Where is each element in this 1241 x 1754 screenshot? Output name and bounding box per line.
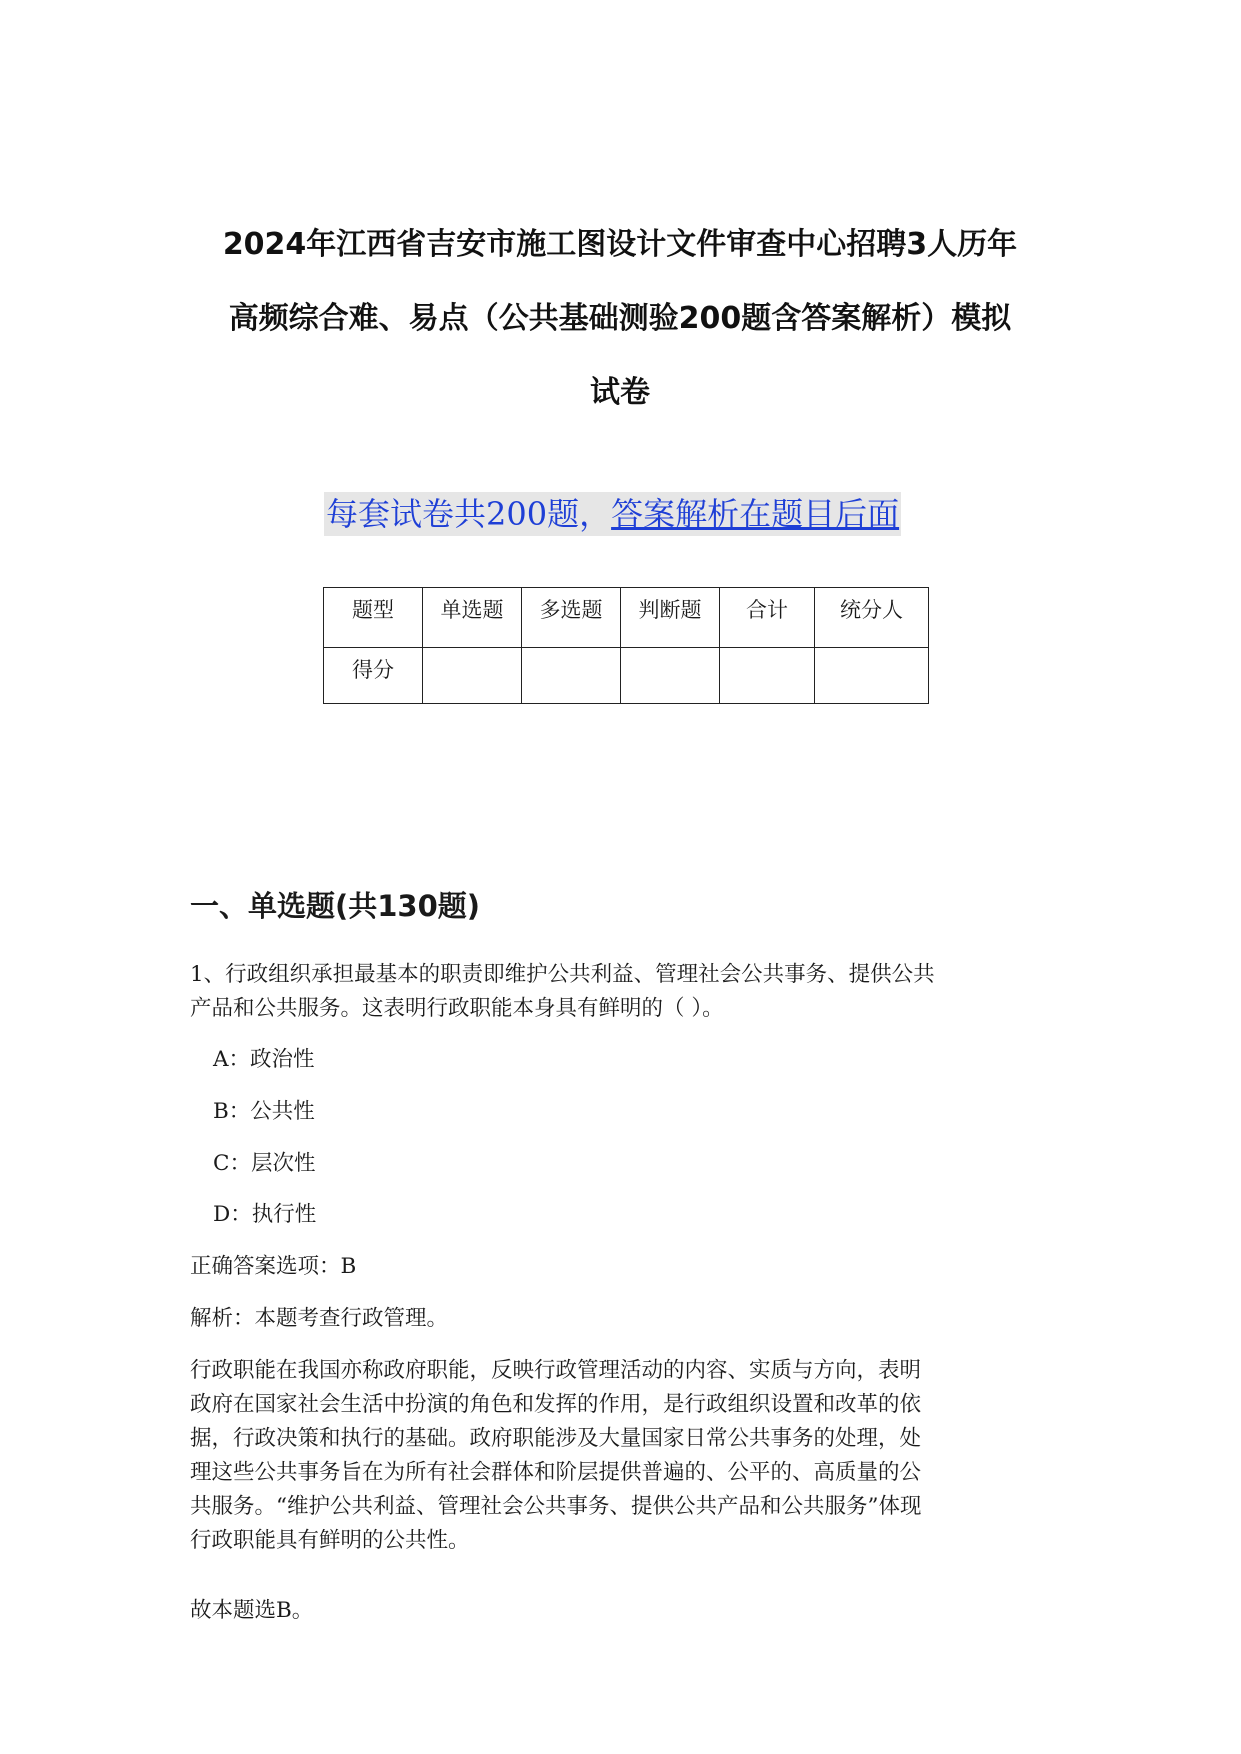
banner-text: 每套试卷共200题， bbox=[326, 495, 612, 533]
option-d: D：执行性 bbox=[213, 1202, 317, 1227]
title-line: 试卷 bbox=[590, 375, 650, 410]
title-line: 2024年江西省吉安市施工图设计文件审查中心招聘3人历年 bbox=[222, 227, 1018, 262]
analysis-line: 理这些公共事务旨在为所有社会群体和阶层提供普遍的、公平的、高质量的公 bbox=[190, 1460, 922, 1485]
header-cell: 单选题 bbox=[423, 588, 522, 648]
header-cell: 统分人 bbox=[815, 588, 929, 648]
conclusion-line: 故本题选B。 bbox=[190, 1598, 314, 1623]
analysis-intro: 解析：本题考查行政管理。 bbox=[190, 1306, 449, 1331]
score-table-header-row bbox=[324, 588, 929, 648]
document-title bbox=[190, 208, 1050, 430]
analysis-line: 行政职能具有鲜明的公共性。 bbox=[190, 1528, 470, 1553]
option-a: A：政治性 bbox=[213, 1047, 315, 1072]
header-cell: 题型 bbox=[324, 588, 423, 648]
score-cell[interactable] bbox=[423, 648, 522, 704]
score-cell[interactable] bbox=[720, 648, 815, 704]
title-line: 高频综合难、易点（公共基础测验200题含答案解析）模拟 bbox=[228, 301, 1012, 336]
stem-line: 1、行政组织承担最基本的职责即维护公共利益、管理社会公共事务、提供公共 bbox=[190, 962, 935, 987]
analysis-line: 行政职能在我国亦称政府职能，反映行政管理活动的内容、实质与方向，表明 bbox=[190, 1358, 922, 1383]
option-c: C：层次性 bbox=[213, 1151, 316, 1176]
row-label-cell: 得分 bbox=[324, 648, 423, 704]
analysis-paragraph bbox=[190, 1354, 1060, 1558]
answer-line: 正确答案选项：B bbox=[190, 1254, 357, 1279]
header-cell: 判断题 bbox=[621, 588, 720, 648]
score-table-row bbox=[324, 648, 929, 704]
score-table bbox=[323, 587, 929, 704]
header-cell: 合计 bbox=[720, 588, 815, 648]
notice-banner bbox=[324, 492, 901, 536]
analysis-line: 共服务。“维护公共利益、管理社会公共事务、提供公共产品和公共服务”体现 bbox=[190, 1494, 922, 1519]
analysis-line: 政府在国家社会生活中扮演的角色和发挥的作用，是行政组织设置和改革的依 bbox=[190, 1392, 922, 1417]
score-cell[interactable] bbox=[621, 648, 720, 704]
header-cell: 多选题 bbox=[522, 588, 621, 648]
score-cell[interactable] bbox=[815, 648, 929, 704]
stem-line: 产品和公共服务。这表明行政职能本身具有鲜明的（ ）。 bbox=[190, 996, 724, 1021]
banner-link[interactable]: 答案解析在题目后面 bbox=[611, 495, 900, 533]
option-b: B：公共性 bbox=[213, 1099, 315, 1124]
section-heading: 一、单选题(共130题) bbox=[190, 889, 481, 923]
score-cell[interactable] bbox=[522, 648, 621, 704]
analysis-line: 据，行政决策和执行的基础。政府职能涉及大量国家日常公共事务的处理，处 bbox=[190, 1426, 922, 1451]
question-stem bbox=[190, 958, 1060, 1026]
